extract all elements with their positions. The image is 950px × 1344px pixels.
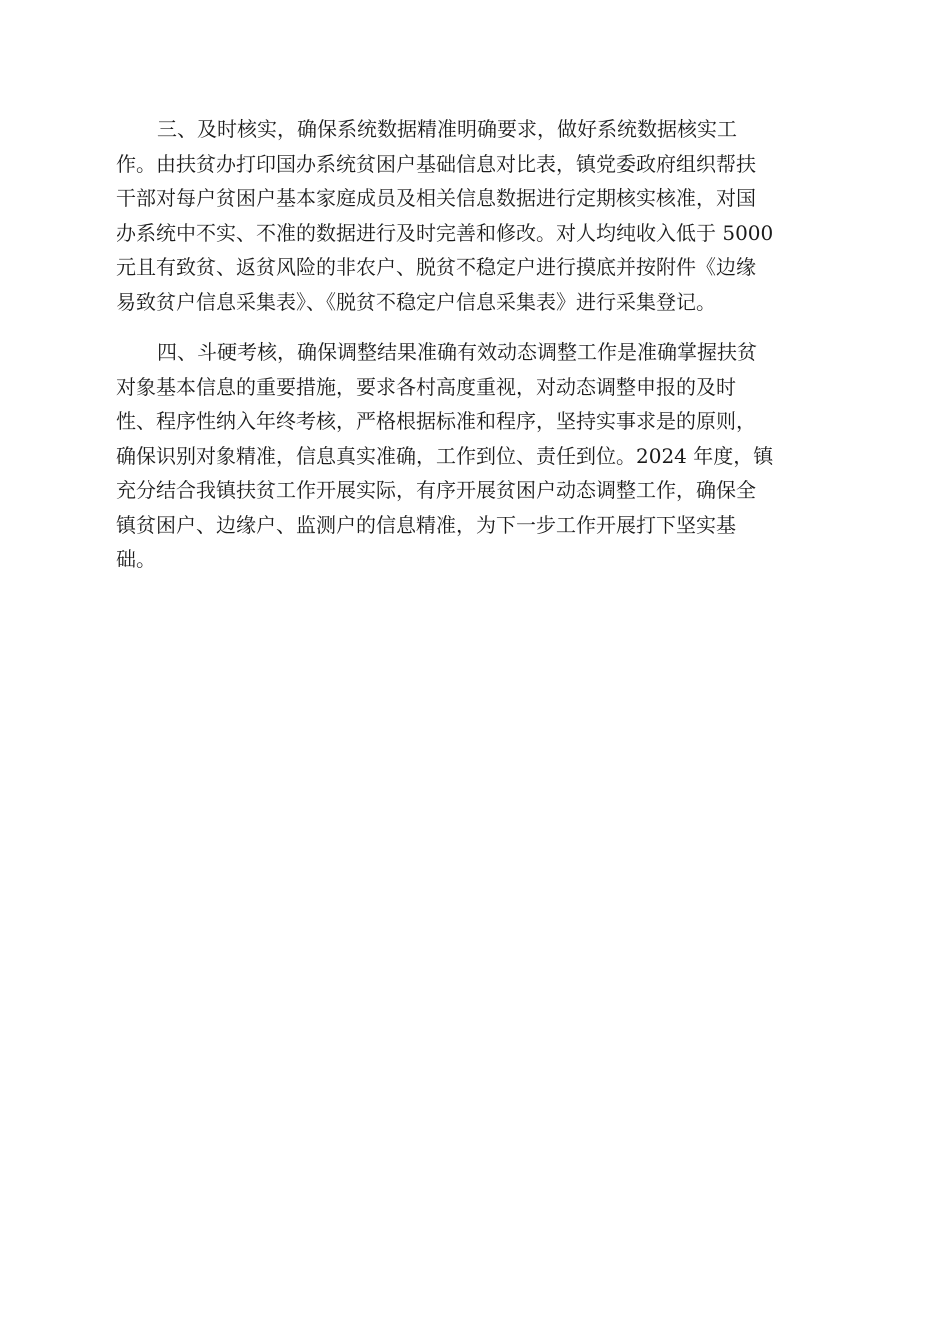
paragraph-line: 三、及时核实，确保系统数据精准明确要求，做好系统数据核实工	[157, 117, 737, 141]
paragraph-line: 础。	[116, 547, 156, 571]
paragraph-spacer	[116, 319, 836, 335]
paragraph-assessment	[116, 335, 836, 577]
paragraph-line: 四、斗硬考核，确保调整结果准确有效动态调整工作是准确掌握扶贫	[157, 340, 757, 364]
paragraph-line: 确保识别对象精准，信息真实准确，工作到位、责任到位。2024 年度，镇	[116, 443, 774, 468]
paragraph-line: 镇贫困户、边缘户、监测户的信息精准，为下一步工作开展打下坚实基	[116, 512, 736, 537]
paragraph-line: 干部对每户贫困户基本家庭成员及相关信息数据进行定期核实核准，对国	[116, 186, 756, 210]
document-body	[116, 112, 836, 577]
paragraph-line: 对象基本信息的重要措施，要求各村高度重视，对动态调整申报的及时	[116, 374, 736, 399]
paragraph-line: 元且有致贫、返贫风险的非农户、脱贫不稳定户进行摸底并按附件《边缘	[116, 255, 756, 279]
paragraph-verification	[116, 112, 836, 319]
paragraph-line: 充分结合我镇扶贫工作开展实际，有序开展贫困户动态调整工作，确保全	[116, 478, 756, 502]
paragraph-line: 性、程序性纳入年终考核，严格根据标准和程序，坚持实事求是的原则，	[116, 409, 756, 433]
paragraph-line: 作。由扶贫办打印国办系统贫困户基础信息对比表，镇党委政府组织帮扶	[116, 151, 756, 176]
paragraph-line: 办系统中不实、不准的数据进行及时完善和修改。对人均纯收入低于 5000	[116, 220, 774, 245]
paragraph-line: 易致贫户信息采集表》、《脱贫不稳定户信息采集表》进行采集登记。	[116, 289, 716, 314]
